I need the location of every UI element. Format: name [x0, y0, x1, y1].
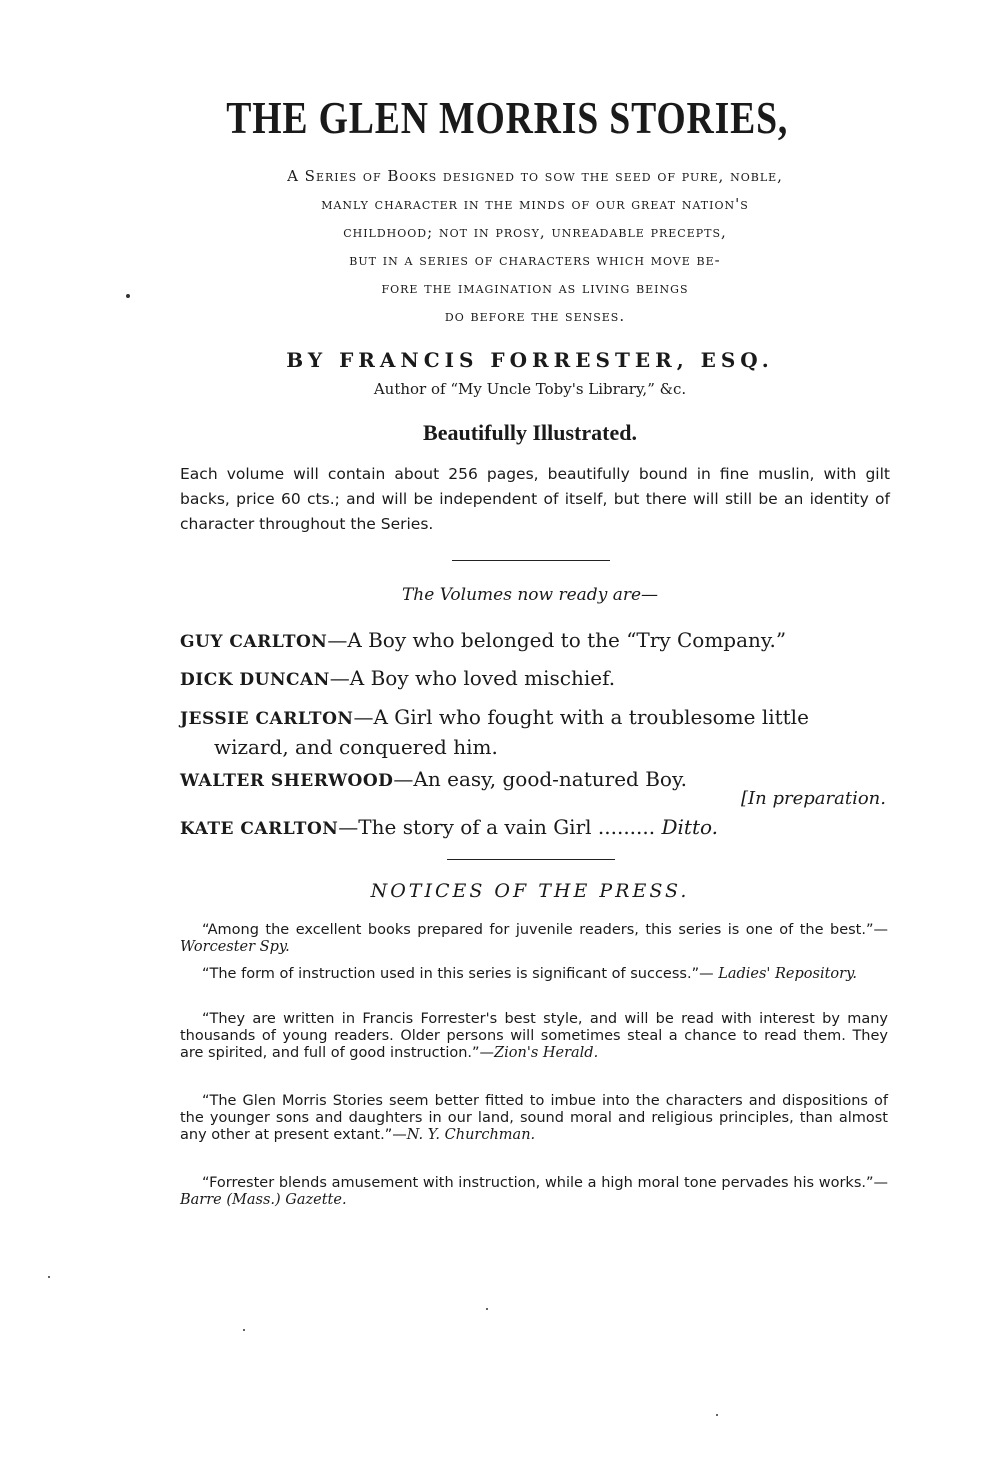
illustrated-heading: Beautifully Illustrated.	[423, 420, 637, 445]
volume-description-continued: wizard, and conquered him.	[214, 735, 498, 759]
ink-speck	[243, 1329, 245, 1331]
description-line: childhood; not in prosy, unreadable precepts,	[343, 223, 727, 241]
description-line: manly character in the minds of our great nation's	[321, 195, 749, 213]
ink-speck	[126, 294, 130, 298]
description-line: A Series of Books designed to sow the seed of pure, noble,	[287, 167, 783, 185]
press-notice	[180, 1011, 888, 1062]
notice-source: Worcester Spy.	[180, 939, 290, 955]
volume-title: GUY CARLTON	[180, 632, 328, 652]
notice-source: Ladies' Repository.	[718, 966, 857, 982]
volume-entry	[180, 703, 900, 761]
press-notice	[180, 966, 888, 983]
author-credits: Author of “My Uncle Toby's Library,” &c.	[373, 380, 687, 398]
description-line: do before the senses.	[444, 307, 626, 325]
volume-title: DICK DUNCAN	[180, 670, 330, 690]
ink-speck	[486, 1308, 488, 1310]
notices-heading: NOTICES OF THE PRESS.	[370, 880, 690, 902]
volume-entry	[180, 813, 900, 843]
volume-title: JESSIE CARLTON	[180, 709, 354, 729]
ditto-note: Ditto.	[661, 815, 719, 839]
press-notice	[180, 1175, 888, 1209]
press-notice	[180, 922, 888, 956]
series-description	[170, 162, 900, 330]
press-notice	[180, 1093, 888, 1144]
notice-text: “Among the excellent books prepared for juvenile readers, this series is one of the best.”—	[202, 922, 888, 938]
volume-description: —A Boy who loved mischief.	[329, 666, 616, 690]
ink-speck	[48, 1276, 50, 1278]
notice-source: Barre (Mass.) Gazette.	[180, 1192, 347, 1208]
in-preparation-note: [In preparation.	[741, 788, 886, 809]
notice-text: “The form of instruction used in this series is significant of success.”—	[202, 966, 719, 982]
author-line: BY FRANCIS FORRESTER, ESQ.	[286, 348, 774, 372]
volume-description: —The story of a vain Girl .........	[338, 815, 656, 839]
volume-title: WALTER SHERWOOD	[180, 771, 394, 791]
volume-info-paragraph: Each volume will contain about 256 pages, beautifully bound in fine muslin, with gilt backs, price 60 cts.; and will be independent of itself, but there will still be an identity of character throughout the Series.	[180, 465, 890, 533]
ink-speck	[716, 1414, 718, 1416]
description-line: but in a series of characters which move be-	[349, 251, 721, 269]
volume-entry	[180, 626, 900, 656]
notice-text: “They are written in Francis Forrester's best style, and will be read with interest by many thousands of young readers. Older persons will sometimes steal a chance to read them. They are spirited, and full of good instruction.”—	[180, 1011, 888, 1061]
divider	[452, 560, 610, 561]
notice-source: N. Y. Churchman.	[406, 1127, 536, 1143]
volume-entry	[180, 664, 900, 694]
volumes-ready-heading: The Volumes now ready are—	[401, 585, 659, 605]
volume-description: —An easy, good-natured Boy.	[393, 767, 687, 791]
series-title: THE GLEN MORRIS STORIES,	[226, 92, 789, 143]
notice-source: Zion's Herald.	[494, 1045, 599, 1061]
volume-description: —A Boy who belonged to the “Try Company.”	[327, 628, 787, 652]
description-line: fore the imagination as living beings	[381, 279, 689, 297]
volume-description: —A Girl who fought with a troublesome little	[353, 705, 809, 729]
volume-title: KATE CARLTON	[180, 819, 339, 839]
notice-text: “The Glen Morris Stories seem better fitted to imbue into the characters and dispositions of the younger sons and daughters in our land, sound moral and religious principles, than almost any other at present extant.”—	[180, 1093, 888, 1143]
divider	[447, 859, 615, 860]
notice-text: “Forrester blends amusement with instruction, while a high moral tone pervades his works.”—	[202, 1175, 888, 1191]
